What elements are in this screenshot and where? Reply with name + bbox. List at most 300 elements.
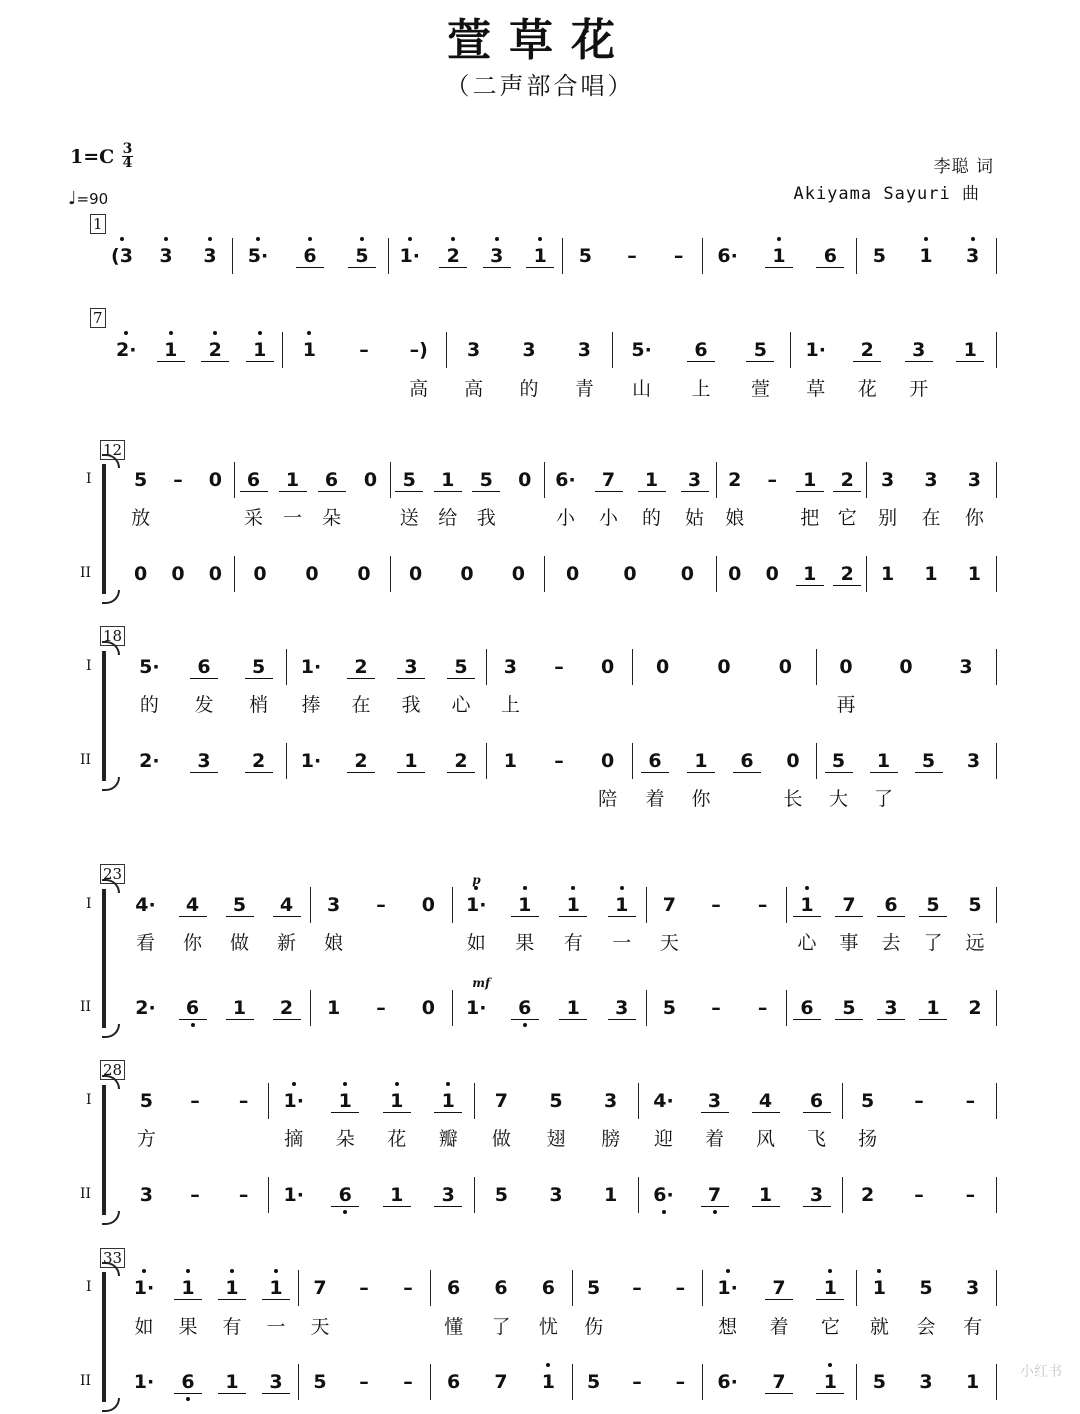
high-octave-dot [186, 1269, 190, 1273]
barline [842, 1083, 843, 1119]
jianpu-note: 6· [717, 1371, 738, 1393]
high-octave-dot [523, 886, 527, 890]
low-octave-dot [713, 1210, 717, 1214]
part-label: I [86, 658, 92, 674]
part-label: II [80, 1373, 92, 1389]
jianpu-note: 0 [566, 563, 580, 585]
eighth-underline [765, 1393, 793, 1394]
eighth-underline [559, 1019, 587, 1020]
jianpu-note: 0 [460, 563, 474, 585]
eighth-underline [262, 1299, 290, 1300]
lyric-syllable: 一 [282, 507, 302, 529]
jianpu-note: – [757, 997, 768, 1019]
song-title: 萱草花 [447, 15, 633, 66]
eighth-underline [201, 361, 229, 362]
barline [452, 887, 453, 923]
high-octave-dot [343, 1082, 347, 1086]
jianpu-note: 4 [276, 893, 298, 917]
jianpu-note: 0 [421, 894, 435, 916]
jianpu-note: 5 [749, 338, 771, 362]
jianpu-note: 7 [494, 1371, 508, 1393]
jianpu-note: – [376, 997, 386, 1019]
lyric-syllable: 草 [806, 378, 826, 400]
jianpu-note: 6 [243, 468, 265, 492]
high-octave-dot [777, 237, 781, 241]
jianpu-note: 5 [248, 655, 270, 679]
jianpu-note: 0 [728, 563, 742, 585]
eighth-underline [434, 491, 462, 492]
jianpu-note: 1 [562, 996, 584, 1020]
jianpu-note: 7 [313, 1277, 327, 1299]
jianpu-note: 1 [400, 749, 422, 773]
lyric-syllable: 它 [820, 1316, 840, 1338]
eighth-underline [796, 491, 824, 492]
lyric-syllable: 的 [519, 378, 539, 400]
barline [866, 556, 867, 592]
lyricist-credit: 李聪 词 [933, 157, 994, 177]
lyric-syllable: 看 [135, 932, 155, 954]
lyric-syllable: 的 [139, 694, 159, 716]
jianpu-note: – [173, 469, 183, 491]
high-octave-dot [877, 1269, 881, 1273]
jianpu-note: 4· [653, 1090, 674, 1112]
jianpu-note: 3 [880, 996, 902, 1020]
jianpu-note: 1· [133, 1276, 155, 1300]
jianpu-note: 1 [690, 749, 712, 773]
part-label: II [80, 752, 92, 768]
jianpu-note: 3 [919, 1371, 933, 1393]
key-signature: 1=C [70, 146, 115, 168]
high-octave-dot [451, 237, 455, 241]
lyric-syllable: 朵 [321, 507, 341, 529]
barline [702, 1270, 703, 1306]
jianpu-note: 2 [450, 749, 472, 773]
barline [632, 649, 633, 685]
eighth-underline [397, 678, 425, 679]
high-octave-dot [571, 886, 575, 890]
jianpu-note: 7 [838, 893, 860, 917]
eighth-underline [447, 772, 475, 773]
jianpu-note: 2 [350, 655, 372, 679]
barline [638, 1083, 639, 1119]
eighth-underline [733, 772, 761, 773]
jianpu-note: 2 [861, 1184, 875, 1206]
jianpu-note: 3 [959, 656, 973, 678]
barline [268, 1177, 269, 1213]
jianpu-note: 1 [537, 1370, 559, 1394]
eighth-underline [956, 361, 984, 362]
lyric-syllable: 如 [466, 932, 486, 954]
eighth-underline [765, 267, 793, 268]
barline [842, 1177, 843, 1213]
high-octave-dot [274, 1269, 278, 1273]
jianpu-note: 0 [601, 750, 615, 772]
lyric-syllable: 梢 [249, 694, 269, 716]
eighth-underline [174, 1393, 202, 1394]
barline [572, 1270, 573, 1306]
barline [268, 1083, 269, 1119]
lyric-syllable: 上 [500, 694, 520, 716]
jianpu-note: – [403, 1277, 413, 1299]
jianpu-note: – [359, 339, 369, 361]
time-signature [122, 143, 133, 170]
jianpu-note: 3 [139, 1184, 153, 1206]
jianpu-note: 1 [386, 1183, 408, 1207]
jianpu-note: 1 [873, 749, 895, 773]
lyric-syllable: 开 [909, 378, 929, 400]
barline [716, 556, 717, 592]
eighth-underline [608, 916, 636, 917]
lyric-syllable: 有 [563, 932, 583, 954]
jianpu-note: 3 [684, 468, 706, 492]
time-signature-top: 3 [122, 141, 133, 157]
low-octave-dot [523, 1023, 527, 1027]
jianpu-note: 3 [611, 996, 633, 1020]
lyric-syllable: 翅 [546, 1128, 566, 1150]
jianpu-note: 1 [819, 1276, 841, 1300]
eighth-underline [273, 916, 301, 917]
lyric-syllable: 你 [182, 932, 202, 954]
barline [702, 1364, 703, 1400]
eighth-underline [919, 1019, 947, 1020]
eighth-underline [434, 1112, 462, 1113]
eighth-underline [179, 1019, 207, 1020]
lyric-syllable: 放 [131, 507, 151, 529]
jianpu-note: 5 [919, 1277, 933, 1299]
eighth-underline [245, 772, 273, 773]
eighth-underline [687, 772, 715, 773]
jianpu-note: 3 [486, 244, 508, 268]
lyric-syllable: 花 [857, 378, 877, 400]
jianpu-note: 5· [247, 244, 269, 268]
jianpu-note: – [190, 1184, 200, 1206]
jianpu-note: – [376, 894, 386, 916]
low-octave-dot [343, 1210, 347, 1214]
jianpu-note: 0 [899, 656, 913, 678]
jianpu-note: – [359, 1371, 369, 1393]
barline [996, 1364, 997, 1400]
jianpu-note: 1 [221, 1276, 243, 1300]
eighth-underline [915, 772, 943, 773]
jianpu-note: 3 [503, 656, 517, 678]
eighth-underline [816, 1299, 844, 1300]
lyric-syllable: 心 [797, 932, 817, 954]
lyric-syllable: 高 [409, 378, 429, 400]
jianpu-note: 1 [924, 563, 938, 585]
jianpu-note: 3 [966, 750, 981, 772]
jianpu-note: 1· [283, 1184, 304, 1206]
barline [286, 649, 287, 685]
jianpu-note: 5 [351, 244, 373, 268]
lyric-syllable: 摘 [284, 1128, 304, 1150]
lyric-syllable: 陪 [598, 788, 618, 810]
jianpu-note: 2 [350, 749, 372, 773]
barline [996, 556, 997, 592]
eighth-underline [825, 772, 853, 773]
eighth-underline [701, 1112, 729, 1113]
lyric-syllable: 会 [916, 1316, 936, 1338]
eighth-underline [752, 1206, 780, 1207]
high-octave-dot [208, 237, 212, 241]
jianpu-note: 3 [265, 1370, 287, 1394]
eighth-underline [296, 267, 324, 268]
eighth-underline [608, 1019, 636, 1020]
jianpu-note: 5 [861, 1090, 875, 1112]
jianpu-note: – [914, 1090, 924, 1112]
jianpu-note: 2 [856, 338, 878, 362]
eighth-underline [347, 772, 375, 773]
eighth-underline [803, 1112, 831, 1113]
eighth-underline [240, 491, 268, 492]
lyric-syllable: 扬 [858, 1128, 878, 1150]
barline [786, 887, 787, 923]
jianpu-note: – [914, 1184, 924, 1206]
jianpu-note: 2 [836, 468, 858, 492]
eighth-underline [318, 491, 346, 492]
staff-line [0, 655, 1080, 699]
jianpu-note: 5 [578, 245, 592, 267]
eighth-underline [746, 361, 774, 362]
jianpu-note: 5· [631, 339, 652, 361]
jianpu-note: 7 [494, 1090, 508, 1112]
jianpu-note: 6 [321, 468, 343, 492]
jianpu-note: 1 [298, 338, 320, 362]
eighth-underline [511, 916, 539, 917]
jianpu-note: 1 [514, 893, 536, 917]
staff-line [0, 562, 1080, 606]
jianpu-note: 0 [421, 997, 435, 1019]
lyric-syllable: 着 [704, 1128, 724, 1150]
high-octave-dot [446, 1082, 450, 1086]
barline [298, 1364, 299, 1400]
jianpu-note: 0 [765, 563, 779, 585]
jianpu-note: 1 [437, 468, 459, 492]
jianpu-note: 2 [836, 562, 858, 586]
high-octave-dot [213, 331, 217, 335]
composer-credit: Akiyama Sayuri 曲 [793, 184, 980, 204]
eighth-underline [905, 361, 933, 362]
jianpu-note: – [627, 245, 637, 267]
staff-line [0, 1276, 1080, 1320]
lyric-syllable: 它 [837, 507, 857, 529]
eighth-underline [218, 1393, 246, 1394]
jianpu-note: 6 [177, 1370, 199, 1394]
eighth-underline [262, 1393, 290, 1394]
song-subtitle: （二声部合唱） [445, 72, 635, 100]
jianpu-note: 2· [139, 750, 160, 772]
staff-line [0, 1183, 1080, 1227]
lyric-syllable: 如 [134, 1316, 154, 1338]
lyric-syllable: 在 [921, 507, 941, 529]
part-label: I [86, 1279, 92, 1295]
barline [790, 332, 791, 368]
jianpu-note: 1 [881, 563, 895, 585]
jianpu-note: 5 [313, 1371, 327, 1393]
eighth-underline [273, 1019, 301, 1020]
jianpu-note: 5 [139, 1090, 153, 1112]
jianpu-note: 1· [717, 1276, 739, 1300]
barline [310, 887, 311, 923]
jianpu-note: 6 [736, 749, 758, 773]
eighth-underline [526, 267, 554, 268]
jianpu-note: 1 [327, 997, 341, 1019]
jianpu-note: – [965, 1184, 976, 1206]
lyric-syllable: 新 [276, 932, 296, 954]
measure-number: 33 [100, 1248, 125, 1268]
high-octave-dot [395, 1082, 399, 1086]
barline [474, 1083, 475, 1119]
jianpu-note: 6 [644, 749, 666, 773]
lyric-syllable: 去 [881, 932, 901, 954]
jianpu-note: 1 [604, 1184, 618, 1206]
eighth-underline [447, 678, 475, 679]
jianpu-note: 1 [796, 893, 818, 917]
jianpu-note: – [554, 750, 564, 772]
jianpu-note: 3 [327, 894, 341, 916]
jianpu-note: 3 [577, 339, 591, 361]
eighth-underline [877, 1019, 905, 1020]
jianpu-note: 0 [208, 469, 222, 491]
jianpu-note: 1 [282, 468, 304, 492]
jianpu-note: 3 [908, 338, 930, 362]
lyric-syllable: 一 [266, 1316, 286, 1338]
lyric-syllable: 娘 [324, 932, 344, 954]
jianpu-note: 7 [598, 468, 620, 492]
jianpu-note: – [632, 1277, 642, 1299]
lyric-syllable: 忧 [538, 1316, 558, 1338]
barline [702, 238, 703, 274]
jianpu-note: 0 [305, 563, 319, 585]
eighth-underline [246, 361, 274, 362]
jianpu-note: 3 [467, 339, 481, 361]
jianpu-note: 3 [962, 244, 984, 268]
measure-number: 1 [90, 214, 106, 234]
lyric-syllable: 一 [612, 932, 632, 954]
high-octave-dot [169, 331, 173, 335]
barline [638, 1177, 639, 1213]
jianpu-note: 1· [133, 1371, 155, 1393]
barline [856, 1364, 857, 1400]
jianpu-note: 5 [918, 749, 940, 773]
barline [786, 990, 787, 1026]
jianpu-note: 3 [924, 469, 938, 491]
jianpu-note: 1 [799, 468, 821, 492]
jianpu-note: 1 [386, 1089, 408, 1113]
staff-line [0, 1089, 1080, 1133]
jianpu-note: 5 [662, 997, 676, 1019]
jianpu-note: 6 [182, 996, 204, 1020]
eighth-underline [395, 491, 423, 492]
high-octave-dot [828, 1363, 832, 1367]
staff-line [0, 976, 1080, 1040]
jianpu-note: – [711, 894, 721, 916]
eighth-underline [919, 916, 947, 917]
jianpu-note: 1 [529, 244, 551, 268]
jianpu-note: 1· [399, 244, 421, 268]
dynamic-marking: mf [472, 976, 491, 990]
high-octave-dot [538, 237, 542, 241]
eighth-underline [218, 1299, 246, 1300]
jianpu-note: 1 [249, 338, 271, 362]
lyric-syllable: 果 [178, 1316, 198, 1338]
jianpu-note: 3 [549, 1184, 563, 1206]
eighth-underline [638, 491, 666, 492]
jianpu-note: 1 [768, 244, 790, 268]
high-octave-dot [258, 331, 262, 335]
jianpu-note: 1 [611, 893, 633, 917]
barline [996, 990, 997, 1026]
jianpu-note: 1 [229, 996, 251, 1020]
eighth-underline [226, 1019, 254, 1020]
high-octave-dot [546, 1363, 550, 1367]
barline [816, 743, 817, 779]
lyric-syllable: 了 [873, 788, 893, 810]
lyric-syllable: 天 [659, 932, 679, 954]
jianpu-note: – [632, 1371, 642, 1393]
jianpu-note: – [190, 1090, 200, 1112]
jianpu-note: 2 [204, 338, 226, 362]
eighth-underline [511, 1019, 539, 1020]
barline [232, 238, 233, 274]
eighth-underline [833, 491, 861, 492]
lyric-syllable: 朵 [335, 1128, 355, 1150]
barline [390, 556, 391, 592]
barline [310, 990, 311, 1026]
eighth-underline [870, 772, 898, 773]
barline [430, 1364, 431, 1400]
jianpu-note: 6 [796, 996, 818, 1020]
eighth-underline [559, 916, 587, 917]
lyric-syllable: 你 [691, 788, 711, 810]
jianpu-note: 5 [549, 1090, 563, 1112]
jianpu-note: 1· [465, 893, 487, 917]
lyric-syllable: 的 [641, 507, 661, 529]
barline [446, 332, 447, 368]
lyric-syllable: 花 [387, 1128, 407, 1150]
barline [544, 556, 545, 592]
jianpu-note: 1 [868, 1276, 890, 1300]
jianpu-note: 0 [839, 656, 853, 678]
barline [430, 1270, 431, 1306]
lyric-syllable: 萱 [750, 378, 770, 400]
jianpu-note: 2 [442, 244, 464, 268]
lyric-syllable: 风 [755, 1128, 775, 1150]
jianpu-note: – [238, 1090, 249, 1112]
quarter-note-icon: ♩ [68, 188, 77, 209]
jianpu-note: 6 [334, 1183, 356, 1207]
jianpu-note: 5 [872, 1371, 886, 1393]
lyric-syllable: 捧 [301, 694, 321, 716]
lyric-syllable: 伤 [584, 1316, 604, 1338]
barline [996, 887, 997, 923]
high-octave-dot [805, 886, 809, 890]
lyric-syllable: 你 [964, 507, 984, 529]
jianpu-note: 3 [966, 1277, 980, 1299]
high-octave-dot [408, 237, 412, 241]
jianpu-note: 4 [755, 1089, 777, 1113]
jianpu-note: – [711, 997, 721, 1019]
jianpu-note: 5 [475, 468, 497, 492]
barline [562, 238, 563, 274]
eighth-underline [174, 1299, 202, 1300]
jianpu-note: 6 [541, 1277, 555, 1299]
jianpu-note: 1 [334, 1089, 356, 1113]
barline [388, 238, 389, 274]
barline [390, 462, 391, 498]
eighth-underline [472, 491, 500, 492]
jianpu-note: 0 [717, 656, 731, 678]
jianpu-note: 5 [922, 893, 944, 917]
